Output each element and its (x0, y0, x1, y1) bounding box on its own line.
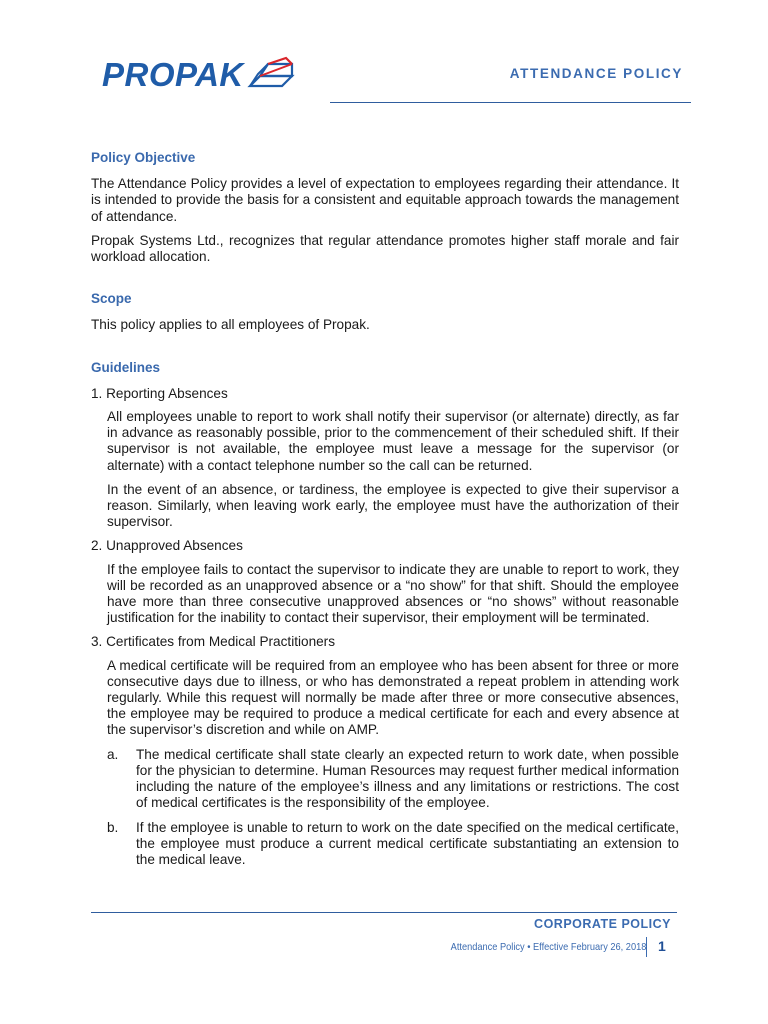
footer-label: CORPORATE POLICY (534, 917, 671, 931)
scope-paragraph: This policy applies to all employees of Propak. (91, 317, 370, 333)
guideline-paragraph: All employees unable to report to work shall notify their supervisor (or alternate) directly, as far in advance as reasonably possible, prior to the commencement of their scheduled shift. If their supervisor is not available, the employee must leave a message for the supervisor (or alternate) with a contact telephone number so the call can be returned. (107, 409, 679, 473)
subitem-text: The medical certificate shall state clearly an expected return to work date, when possible for the physician to determine. Human Resources may request further medical information including the nature of the employee’s illness and any limitations or restrictions. The cost of medical certificates is the responsibility of the employee. (136, 746, 679, 811)
guideline-subitem (107, 820, 679, 869)
objective-paragraph: Propak Systems Ltd., recognizes that regular attendance promotes higher staff morale and fair workload allocation. (91, 232, 679, 265)
propak-logo (102, 55, 296, 95)
guideline-title: 2. Unapproved Absences (91, 538, 243, 554)
guideline-paragraph: If the employee fails to contact the supervisor to indicate they are unable to report to work, they will be recorded as an unapproved absence or a “no show” for that shift. Should the employee have more than three consecutive unapproved absences or “no shows” without reasonable justification for the inability to contact their supervisor, their employment will be terminated. (107, 561, 679, 626)
objective-paragraph: The Attendance Policy provides a level of expectation to employees regarding their attendance. It is intended to provide the basis for a consistent and equitable approach towards the management of attendance. (91, 176, 679, 224)
footer-divider (91, 912, 677, 913)
logo-text: PROPAK (102, 56, 244, 93)
section-heading-objective: Policy Objective (91, 150, 196, 165)
guideline-title: 3. Certificates from Medical Practitioners (91, 634, 336, 650)
subitem-text: If the employee is unable to return to work on the date specified on the medical certificate, the employee must produce a current medical certificate substantiating an extension to the medical leave. (136, 819, 679, 867)
header-divider (330, 102, 691, 103)
section-heading-guidelines: Guidelines (91, 359, 161, 375)
subitem-marker: a. (107, 746, 119, 762)
guideline-paragraph: A medical certificate will be required from an employee who has been absent for three or more consecutive days due to illness, or who has demonstrated a repeat problem in attending work regularly. While this request will normally be made after three or more consecutive absences, the employee may be required to produce a medical certificate for each and every absence at the supervisor’s discretion and while on AMP. (107, 657, 679, 738)
page-number: 1 (658, 938, 666, 954)
footer-meta: Attendance Policy • Effective February 26, 2018 (450, 941, 646, 953)
policy-body (91, 150, 679, 876)
footer-separator (646, 937, 647, 957)
guideline-paragraph: In the event of an absence, or tardiness, the employee is expected to give their supervisor a reason. Similarly, when leaving work early, the employee must have the authorization of their supervisor. (107, 481, 679, 530)
document-title: ATTENDANCE POLICY (509, 66, 683, 81)
guideline-title: 1. Reporting Absences (91, 385, 228, 401)
section-heading-scope: Scope (91, 291, 132, 307)
subitem-marker: b. (107, 819, 119, 835)
logo-box-icon (246, 56, 296, 90)
guideline-subitem (107, 747, 679, 812)
